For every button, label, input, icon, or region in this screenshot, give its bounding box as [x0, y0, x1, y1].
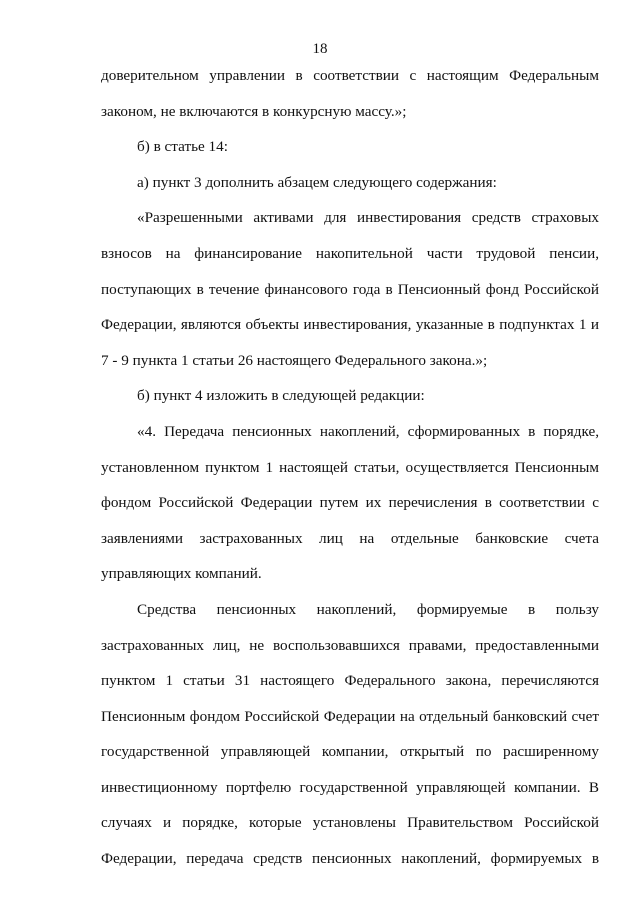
text-line: случаях и порядке, которые установлены Правительством Российской [101, 814, 599, 832]
text-line: законом, не включаются в конкурсную массу.»; [101, 102, 407, 120]
text-line: 7 - 9 пункта 1 статьи 26 настоящего Федерального закона.»; [101, 351, 488, 369]
text-line: заявлениями застрахованных лиц на отдельные банковские счета [101, 529, 599, 547]
document-body [101, 58, 599, 877]
text-line: взносов на финансирование накопительной части трудовой пенсии, [101, 244, 599, 262]
text-line: государственной управляющей компании, открытый по расширенному [101, 743, 599, 761]
text-line: «Разрешенными активами для инвестирования средств страховых [137, 209, 599, 227]
text-line: «4. Передача пенсионных накоплений, сформированных в порядке, [137, 422, 599, 440]
text-line: Федерации, являются объекты инвестирования, указанные в подпунктах 1 и [101, 316, 599, 334]
text-line: б) пункт 4 изложить в следующей редакции: [137, 387, 425, 405]
text-line: установленном пунктом 1 настоящей статьи, осуществляется Пенсионным [101, 458, 599, 476]
text-line: Пенсионным фондом Российской Федерации на отдельный банковский счет [101, 707, 599, 725]
text-line: Федерации, передача средств пенсионных накоплений, формируемых в [101, 850, 599, 868]
text-line: доверительном управлении в соответствии с настоящим Федеральным [101, 67, 599, 84]
text-line: застрахованных лиц, не воспользовавшихся правами, предоставленными [101, 636, 599, 654]
text-line: пунктом 1 статьи 31 настоящего Федерального закона, перечисляются [101, 672, 599, 690]
text-line: б) в статье 14: [137, 138, 228, 156]
text-line: фондом Российской Федерации путем их перечисления в соответствии с [101, 494, 599, 512]
text-line: а) пункт 3 дополнить абзацем следующего содержания: [137, 173, 497, 191]
text-line: инвестиционному портфелю государственной управляющей компании. В [101, 778, 599, 796]
text-line: управляющих компаний. [101, 565, 262, 583]
page-number: 18 [312, 41, 328, 57]
text-line: Средства пенсионных накоплений, формируемые в пользу [137, 600, 599, 618]
text-line: поступающих в течение финансового года в Пенсионный фонд Российской [101, 280, 599, 298]
